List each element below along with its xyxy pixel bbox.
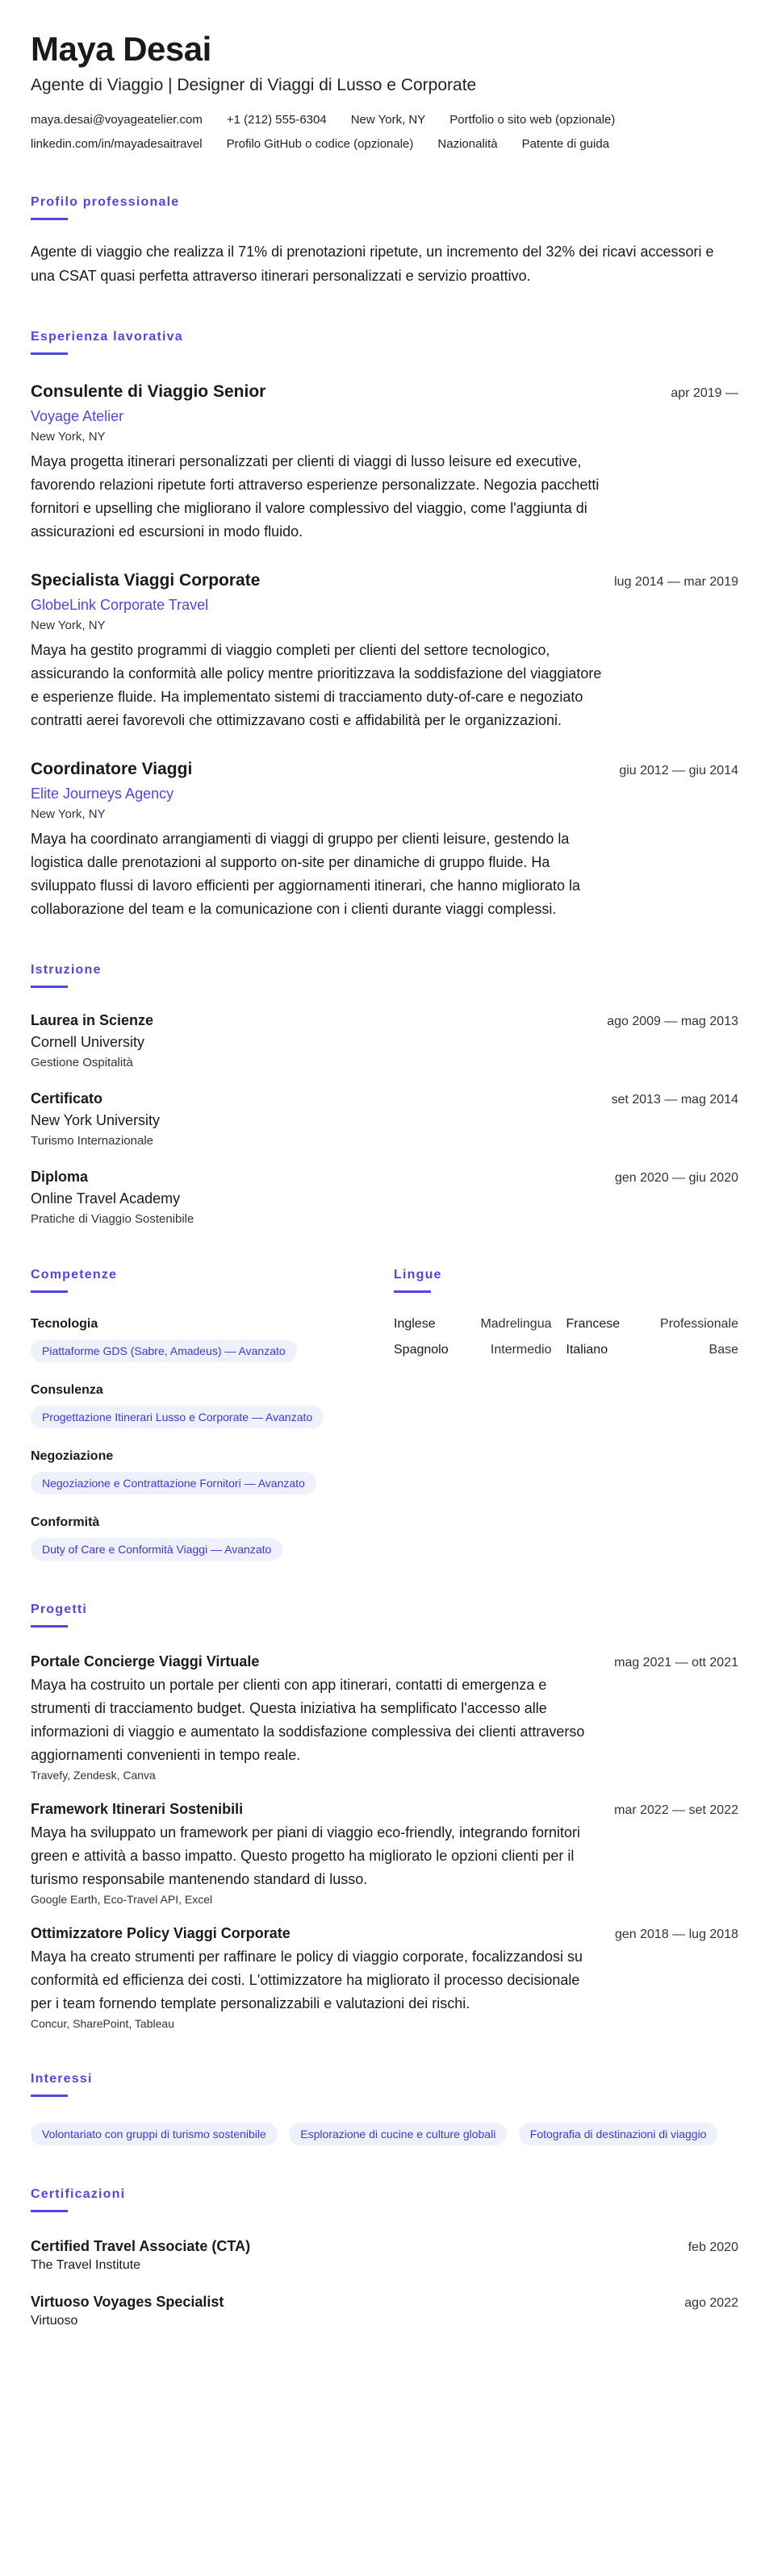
section-divider [31,1290,68,1293]
job-company: GlobeLink Corporate Travel [31,597,209,614]
education-field: Pratiche di Viaggio Sostenibile [31,1212,194,1227]
language-level: Base [708,1343,738,1357]
contact-location: New York, NY [350,113,426,127]
language-level: Professionale [660,1317,738,1332]
certification-date: feb 2020 [688,2240,738,2255]
summary-section [31,195,738,288]
language-name: Inglese [394,1317,436,1332]
contact-email[interactable]: maya.desai@voyageatelier.com [31,113,203,127]
section-divider [31,352,68,355]
section-title: Esperienza lavorativa [31,330,183,344]
job-description: Maya ha coordinato arrangiamenti di viaggi di gruppo per clienti leisure, gestendo la logistica dalle prenotazioni al supporto on-site per dinamiche di gruppo fluide. Ha sviluppato flussi di lavoro efficienti per aggiornamenti itinerari, che hanno migliorato la collaborazione del team e la comunicazione con i clienti durante viaggi complessi. [31,831,581,918]
skill-category: Consulenza [31,1383,103,1398]
language-name: Italiano [566,1343,608,1357]
project-title: Framework Itinerari Sostenibili [31,1801,244,1818]
project-description: Maya ha creato strumenti per raffinare le policy di viaggio corporate, focalizzandosi su conformità ed efficienza dei costi. L'ottimizzatore ha migliorato il processo decisionale per i team fornendo template personalizzabili e valutazioni dei rischi. [31,1949,583,2012]
job-dates: apr 2019 — [671,386,738,401]
contact-github[interactable]: Profilo GitHub o codice (opzionale) [226,137,414,152]
certification-entry [31,2238,738,2273]
skills-languages-row [31,1268,738,1561]
job-location: New York, NY [31,430,106,444]
project-tech: Google Earth, Eco-Travel API, Excel [31,1893,213,1907]
job-dates: lug 2014 — mar 2019 [614,575,738,590]
language-name: Francese [566,1317,621,1332]
project-description: Maya ha costruito un portale per clienti con app itinerari, contatti di emergenza e strumenti di tracciamento budget. Questa iniziativa ha semplificato l'accesso alle informazioni di viaggio e aumentato la soddisfazione complessiva dei clienti attraverso aggiornamenti convenienti in tempo reale. [31,1677,585,1764]
certification-issuer: The Travel Institute [31,2258,141,2273]
section-title: Interessi [31,2072,93,2086]
education-field: Turismo Internazionale [31,1134,154,1148]
interest-pill: Fotografia di destinazioni di viaggio [519,2123,718,2145]
education-entry [31,1169,738,1226]
skill-pill: Negoziazione e Contrattazione Fornitori — Avanzato [31,1472,316,1494]
project-entry [31,1801,738,1906]
section-divider [31,1625,68,1628]
contact-nationality: Nazionalità [437,137,498,152]
section-title: Profilo professionale [31,195,180,210]
job-location: New York, NY [31,619,106,633]
section-divider [31,2210,68,2212]
certification-name: Virtuoso Voyages Specialist [31,2294,224,2311]
job-title: Specialista Viaggi Corporate [31,571,261,590]
experience-section [31,330,738,921]
job-title: Coordinatore Viaggi [31,760,193,779]
project-title: Ottimizzatore Policy Viaggi Corporate [31,1925,290,1942]
section-divider [394,1290,431,1293]
certification-date: ago 2022 [684,2296,738,2311]
language-level: Madrelingua [480,1317,552,1332]
project-entry [31,1925,738,2030]
section-title: Progetti [31,1603,88,1617]
skill-group [31,1449,394,1494]
project-dates: gen 2018 — lug 2018 [614,1928,738,1942]
headline: Agente di Viaggio | Designer di Viaggi di Lusso e Corporate [31,76,477,95]
education-entry [31,1090,738,1148]
project-tech: Concur, SharePoint, Tableau [31,2017,174,2031]
project-dates: mar 2022 — set 2022 [614,1803,738,1818]
job-entry [31,382,738,544]
job-description: Maya ha gestito programmi di viaggio completi per clienti del settore tecnologico, assicurando la conformità alle policy mentre prioritizzava la soddisfazione del viaggiatore e esperienze fluide. Ha implementato sistemi di tracciamento duty-of-care e negoziato contratti aerei favorevoli che ottimizzavano costi e affidabilità per le organizzazioni. [31,642,602,729]
contact-linkedin[interactable]: linkedin.com/in/mayadesaitravel [31,137,203,152]
candidate-name: Maya Desai [31,30,211,68]
skill-category: Tecnologia [31,1317,98,1332]
project-dates: mag 2021 — ott 2021 [614,1656,738,1670]
skill-category: Conformità [31,1515,100,1530]
contact-license: Patente di guida [521,137,610,152]
language-list [394,1317,738,1357]
education-school: Online Travel Academy [31,1190,181,1207]
education-degree: Diploma [31,1169,89,1186]
education-field: Gestione Ospitalità [31,1056,133,1070]
project-entry [31,1653,738,1782]
interest-list [31,2115,738,2145]
education-section [31,963,738,1226]
skill-group [31,1317,394,1362]
interests-section [31,2072,738,2145]
education-entry [31,1012,738,1069]
section-divider [31,218,68,220]
skill-pill: Duty of Care e Conformità Viaggi — Avanzato [31,1538,282,1561]
language-name: Spagnolo [394,1343,449,1357]
contact-list-2 [31,135,738,153]
education-dates: set 2013 — mag 2014 [611,1093,738,1107]
language-level: Intermedio [490,1343,552,1357]
education-degree: Certificato [31,1090,103,1107]
job-title: Consulente di Viaggio Senior [31,382,266,402]
projects-section [31,1603,738,2030]
education-degree: Laurea in Scienze [31,1012,154,1029]
interest-pill: Volontariato con gruppi di turismo sostenibile [31,2123,278,2145]
interest-pill: Esplorazione di cucine e culture globali [289,2123,507,2145]
summary-text: Agente di viaggio che realizza il 71% di prenotazioni ripetute, un incremento del 32% dei ricavi accessori e una CSAT quasi perfetta attraverso itinerari personalizzati e servizio proattivo. [31,244,714,285]
education-dates: gen 2020 — giu 2020 [614,1171,738,1186]
section-title: Certificazioni [31,2187,126,2202]
job-location: New York, NY [31,807,106,822]
skill-category: Negoziazione [31,1449,114,1464]
job-company: Voyage Atelier [31,408,124,425]
education-school: Cornell University [31,1034,145,1051]
skill-group [31,1515,394,1561]
contact-list [31,111,738,129]
certification-entry [31,2294,738,2328]
project-tech: Travefy, Zendesk, Canva [31,1769,156,1782]
contact-portfolio[interactable]: Portfolio o sito web (opzionale) [449,113,616,127]
resume-header [31,31,738,153]
section-title: Competenze [31,1268,118,1282]
education-dates: ago 2009 — mag 2013 [607,1015,738,1029]
skill-pill: Piattaforme GDS (Sabre, Amadeus) — Avanzato [31,1340,297,1362]
section-divider [31,2095,68,2097]
job-company: Elite Journeys Agency [31,786,174,802]
skills-section [31,1268,394,1561]
job-entry [31,571,738,732]
job-description: Maya progetta itinerari personalizzati per clienti di viaggi di lusso leisure ed executive, favorendo relazioni ripetute forti attraverso esperienze personalizzate. Negozia pacchetti fornitori e upselling che migliorano il valore complessivo del viaggio, come l'aggiunta di assicurazioni ed escursioni in modo fluido. [31,453,600,540]
skill-group [31,1383,394,1428]
certification-issuer: Virtuoso [31,2314,78,2328]
section-title: Istruzione [31,963,102,977]
job-dates: giu 2012 — giu 2014 [619,764,738,778]
job-entry [31,760,738,921]
contact-phone[interactable]: +1 (212) 555-6304 [226,113,327,127]
languages-section [394,1268,738,1561]
education-school: New York University [31,1112,161,1129]
certification-name: Certified Travel Associate (CTA) [31,2238,251,2255]
project-description: Maya ha sviluppato un framework per piani di viaggio eco-friendly, integrando fornitori green e attività a basso impatto. Questo progetto ha migliorato le opzioni clienti per il turismo responsabile mantenendo standard di lusso. [31,1824,581,1888]
section-title: Lingue [394,1268,442,1282]
skill-pill: Progettazione Itinerari Lusso e Corporate — Avanzato [31,1406,324,1428]
certifications-section [31,2187,738,2328]
section-divider [31,986,68,988]
project-title: Portale Concierge Viaggi Virtuale [31,1653,260,1670]
